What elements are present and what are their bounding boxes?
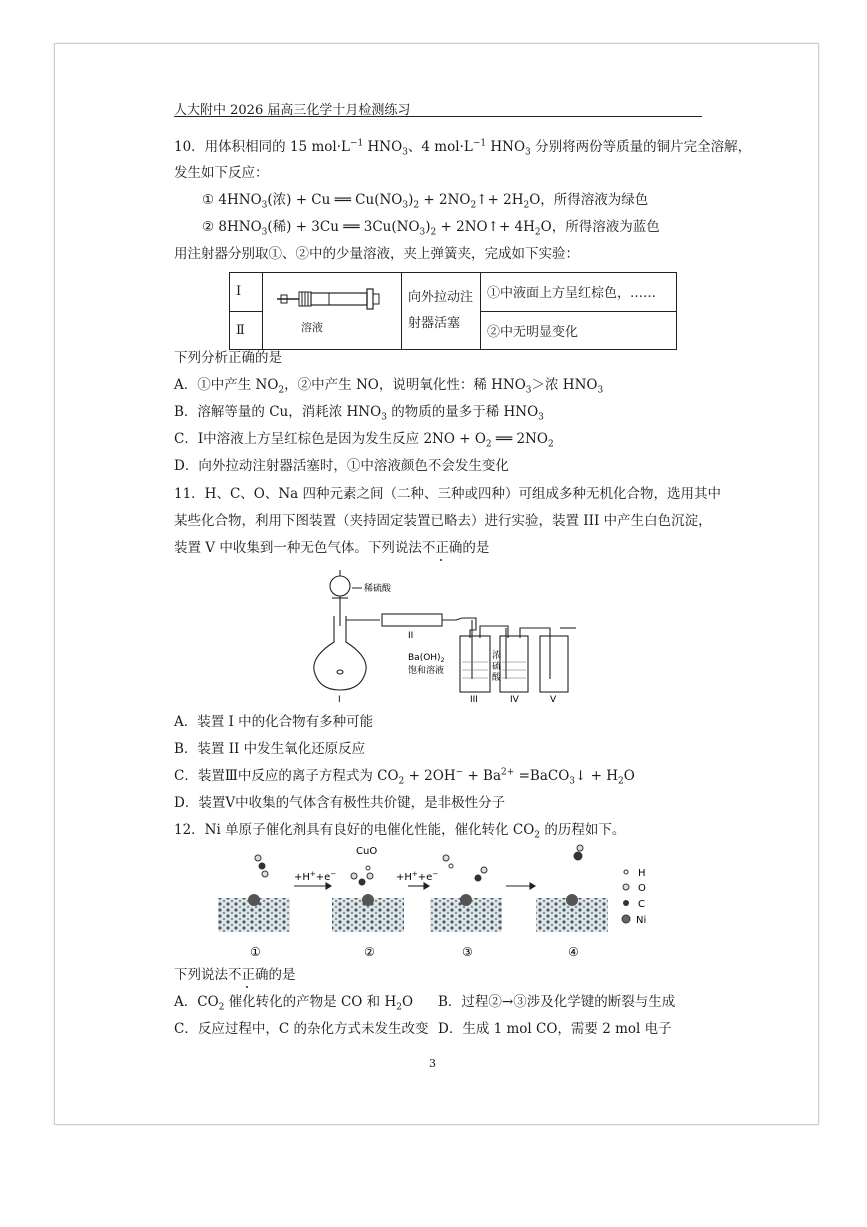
- header-rule: [174, 116, 702, 117]
- label-dilute-sulfuric-acid: 稀硫酸: [364, 584, 392, 594]
- label-II: II: [408, 631, 414, 641]
- apparatus-diagram: [300, 564, 580, 704]
- arrow2-label: +H++e−: [396, 870, 439, 883]
- label-baoh2: $Ba(OH)_2$: [408, 653, 445, 664]
- label-IV: IV: [510, 695, 519, 704]
- q10-ask: 下列分析正确的是: [174, 350, 282, 366]
- label-saturated-solution: 饱和溶液: [408, 666, 445, 676]
- page-number: 3: [429, 1057, 436, 1070]
- experiment-table: [229, 272, 677, 350]
- step-4-label: ④: [568, 945, 579, 959]
- q10-option-c: C．Ⅰ中溶液上方呈红棕色是因为发生反应 $2NO + O_2$ ══ $2NO_2$: [174, 431, 554, 450]
- row-label-1: Ⅰ: [230, 273, 263, 312]
- arrow1-label: +H++e−: [294, 870, 337, 883]
- q10-setup: 用注射器分别取①、②中的少量溶液，夹上弹簧夹，完成如下实验：: [174, 246, 579, 262]
- q11-stem-line3: 装置 V 中收集到一种无色气体。下列说法不正确的是: [174, 540, 490, 556]
- label-III: III: [470, 695, 478, 704]
- catalysis-diagram: [210, 842, 660, 960]
- q10-reaction-1: ① $4HNO_3$(浓) + Cu ══ $Cu(NO_3)_2$ + $2NO_2↑+ 2H_2O$，所得溶液为绿色: [202, 192, 649, 211]
- q11-option-b: B．装置 II 中发生氧化还原反应: [174, 741, 366, 757]
- step-1-label: ①: [250, 945, 261, 959]
- legend-o: O: [638, 883, 646, 894]
- page-header: 人大附中 2026 届高三化学十月检测练习: [174, 103, 411, 118]
- syringe-caption: 溶液: [301, 321, 323, 334]
- legend-h-icon: [624, 870, 628, 874]
- q10-option-b: B．溶解等量的 Cu，消耗浓 $HNO_3$ 的物质的量多于稀 $HNO_3$: [174, 404, 544, 423]
- action-cell: 向外拉动注射器活塞: [402, 273, 481, 350]
- label-conc-2: 硫: [492, 662, 502, 672]
- q10-option-d: D．向外拉动注射器活塞时，①中溶液颜色不会发生变化: [174, 458, 509, 474]
- label-conc-3: 酸: [492, 673, 502, 683]
- label-V: V: [550, 695, 557, 704]
- label-I: I: [338, 695, 341, 704]
- q10-reaction-2: ② $8HNO_3$(稀) + 3Cu ══ $3Cu(NO_3)_2$ + 2NO↑+ $4H_2O$，所得溶液为蓝色: [202, 219, 660, 238]
- q11-option-c: C．装置Ⅲ中反应的离子方程式为 $CO_2 + 2OH^- + Ba^{2+}$ =BaCO$_3$↓ + $H_2O$: [174, 767, 635, 787]
- q12-option-b: B．过程②→③涉及化学键的断裂与生成: [438, 994, 676, 1010]
- row-label-2: Ⅱ: [230, 311, 263, 350]
- q11-option-d: D．装置Ⅴ中收集的气体含有极性共价键，是非极性分子: [174, 795, 506, 811]
- syringe-icon: [269, 273, 395, 345]
- q12-option-d: D．生成 1 mol CO，需要 2 mol 电子: [438, 1021, 672, 1037]
- q12-ask: 下列说法不正确的是: [174, 967, 296, 983]
- legend-o-icon: [623, 884, 629, 890]
- q12-option-a: A．$CO_2$ 催化转化的产物是 CO 和 $H_2O$: [174, 994, 414, 1013]
- legend-ni-icon: [622, 915, 630, 923]
- q11-option-a: A．装置 I 中的化合物有多种可能: [174, 714, 374, 730]
- legend-ni: Ni: [636, 915, 647, 926]
- q11-stem-line2: 某些化合物，利用下图装置（夹持固定装置已略去）进行实验，装置 III 中产生白色沉淀，: [174, 513, 712, 529]
- q10-stem-line1: 10．用体积相同的 15 $mol\cdot L^{-1}$ $HNO_3$、4 $mol\cdot L^{-1}$ $HNO_3$ 分别将两份等质量的铜片完全溶解，: [174, 138, 752, 158]
- step-3-label: ③: [462, 945, 473, 959]
- q12-stem: 12．Ni 单原子催化剂具有良好的电催化性能，催化转化 $CO_2$ 的历程如下。: [174, 822, 626, 841]
- result-2: ②中无明显变化: [481, 311, 677, 350]
- legend-c: C: [638, 899, 645, 910]
- q12-option-c: C．反应过程中，C 的杂化方式未发生改变: [174, 1021, 429, 1037]
- q10-stem-line2: 发生如下反应：: [174, 165, 269, 181]
- q11-stem-line1: 11．H、C、O、Na 四种元素之间（二种、三种或四种）可组成多种无机化合物，选用其中: [174, 486, 721, 502]
- result-1: ①中液面上方呈红棕色，……: [481, 273, 677, 312]
- syringe-cell: [263, 273, 402, 350]
- label-cuo: CuO: [356, 846, 378, 857]
- step-2-label: ②: [364, 945, 375, 959]
- legend-c-icon: [623, 900, 629, 906]
- q10-option-a: A．①中产生 $NO_2$，②中产生 NO，说明氧化性：稀 $HNO_3>$浓 $HNO_3$: [174, 377, 604, 396]
- label-conc-1: 浓: [492, 651, 502, 661]
- legend-h: H: [638, 868, 646, 879]
